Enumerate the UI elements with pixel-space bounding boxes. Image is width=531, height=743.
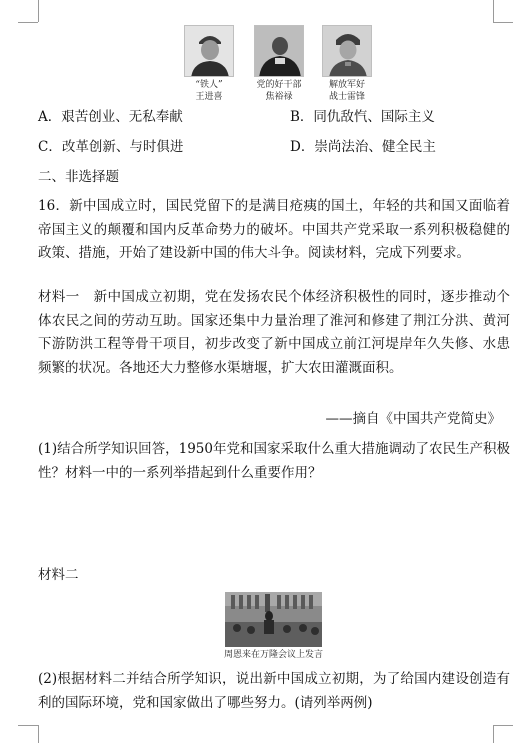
crop-mark-top-right-h — [493, 22, 513, 23]
option-a: A．艰苦创业、无私奉献 — [38, 109, 183, 125]
caption-figure-3-line1: 解放军好 — [328, 80, 365, 90]
caption-figure-1-line2: 王进喜 — [195, 92, 223, 102]
caption-figure-2 — [244, 79, 314, 103]
option-b: B．同仇敌忾、国际主义 — [290, 109, 435, 125]
caption-figure-1 — [174, 79, 244, 103]
caption-figure-3 — [312, 79, 382, 103]
crop-mark-bottom-right-v — [493, 725, 494, 743]
crop-mark-top-left-h — [18, 22, 38, 23]
material-1-source: ——摘自《中国共产党简史》 — [325, 411, 501, 427]
material-2-label: 材料二 — [38, 567, 79, 583]
material-1-text: 材料一 新中国成立初期，党在发扬农民个体经济积极性的同时，逐步推动个体农民之间的劳动互助。国家还集中力量治理了淮河和修建了荆江分洪、黄河下游防洪工程等骨干项目，初步改变了新中国成立前江河堤岸年久失修、水患频繁的状况。各地还大力整修水渠塘堰，扩大农田灌溉面积。 — [38, 289, 510, 376]
caption-figure-2-line2: 焦裕禄 — [265, 92, 293, 102]
caption-figure-3-line2: 战士雷锋 — [328, 92, 365, 102]
caption-figure-2-line1: 党的好干部 — [256, 80, 302, 90]
crop-mark-bottom-left-v — [38, 725, 39, 743]
portrait-jiao-yulu — [254, 25, 304, 77]
bandung-photo-caption: 周恩来在万隆会议上发言 — [223, 650, 323, 660]
crop-mark-bottom-right-h — [493, 725, 513, 726]
portrait-wang-jinxi — [184, 25, 234, 77]
question-16-intro: 16．新中国成立时，国民党留下的是满目疮痍的国土，年轻的共和国又面临着帝国主义的颠覆和国内反革命势力的破坏。中国共产党采取一系列积极稳健的政策、措施，开始了建设新中国的伟大斗争。阅读材料，完成下列要求。 — [38, 198, 510, 262]
option-c: C．改革创新、与时俱进 — [38, 139, 184, 155]
bandung-conference-photo — [225, 592, 322, 647]
crop-mark-top-right-v — [493, 0, 494, 22]
crop-mark-bottom-left-h — [18, 725, 38, 726]
question-16-part-2: (2)根据材料二并结合所学知识，说出新中国成立初期，为了给国内建设创造有利的国际环境，党和国家做出了哪些努力。(请列举两例) — [38, 671, 510, 711]
crop-mark-top-left-v — [38, 0, 39, 22]
caption-figure-1-line1: “铁人” — [195, 80, 223, 90]
option-d: D．崇尚法治、健全民主 — [290, 139, 436, 155]
section-title: 二、非选择题 — [38, 169, 119, 185]
question-16-part-1: (1)结合所学知识回答，1950年党和国家采取什么重大措施调动了农民生产积极性？材料一中的一系列举措起到什么重要作用？ — [38, 441, 510, 481]
portrait-lei-feng — [322, 25, 372, 77]
